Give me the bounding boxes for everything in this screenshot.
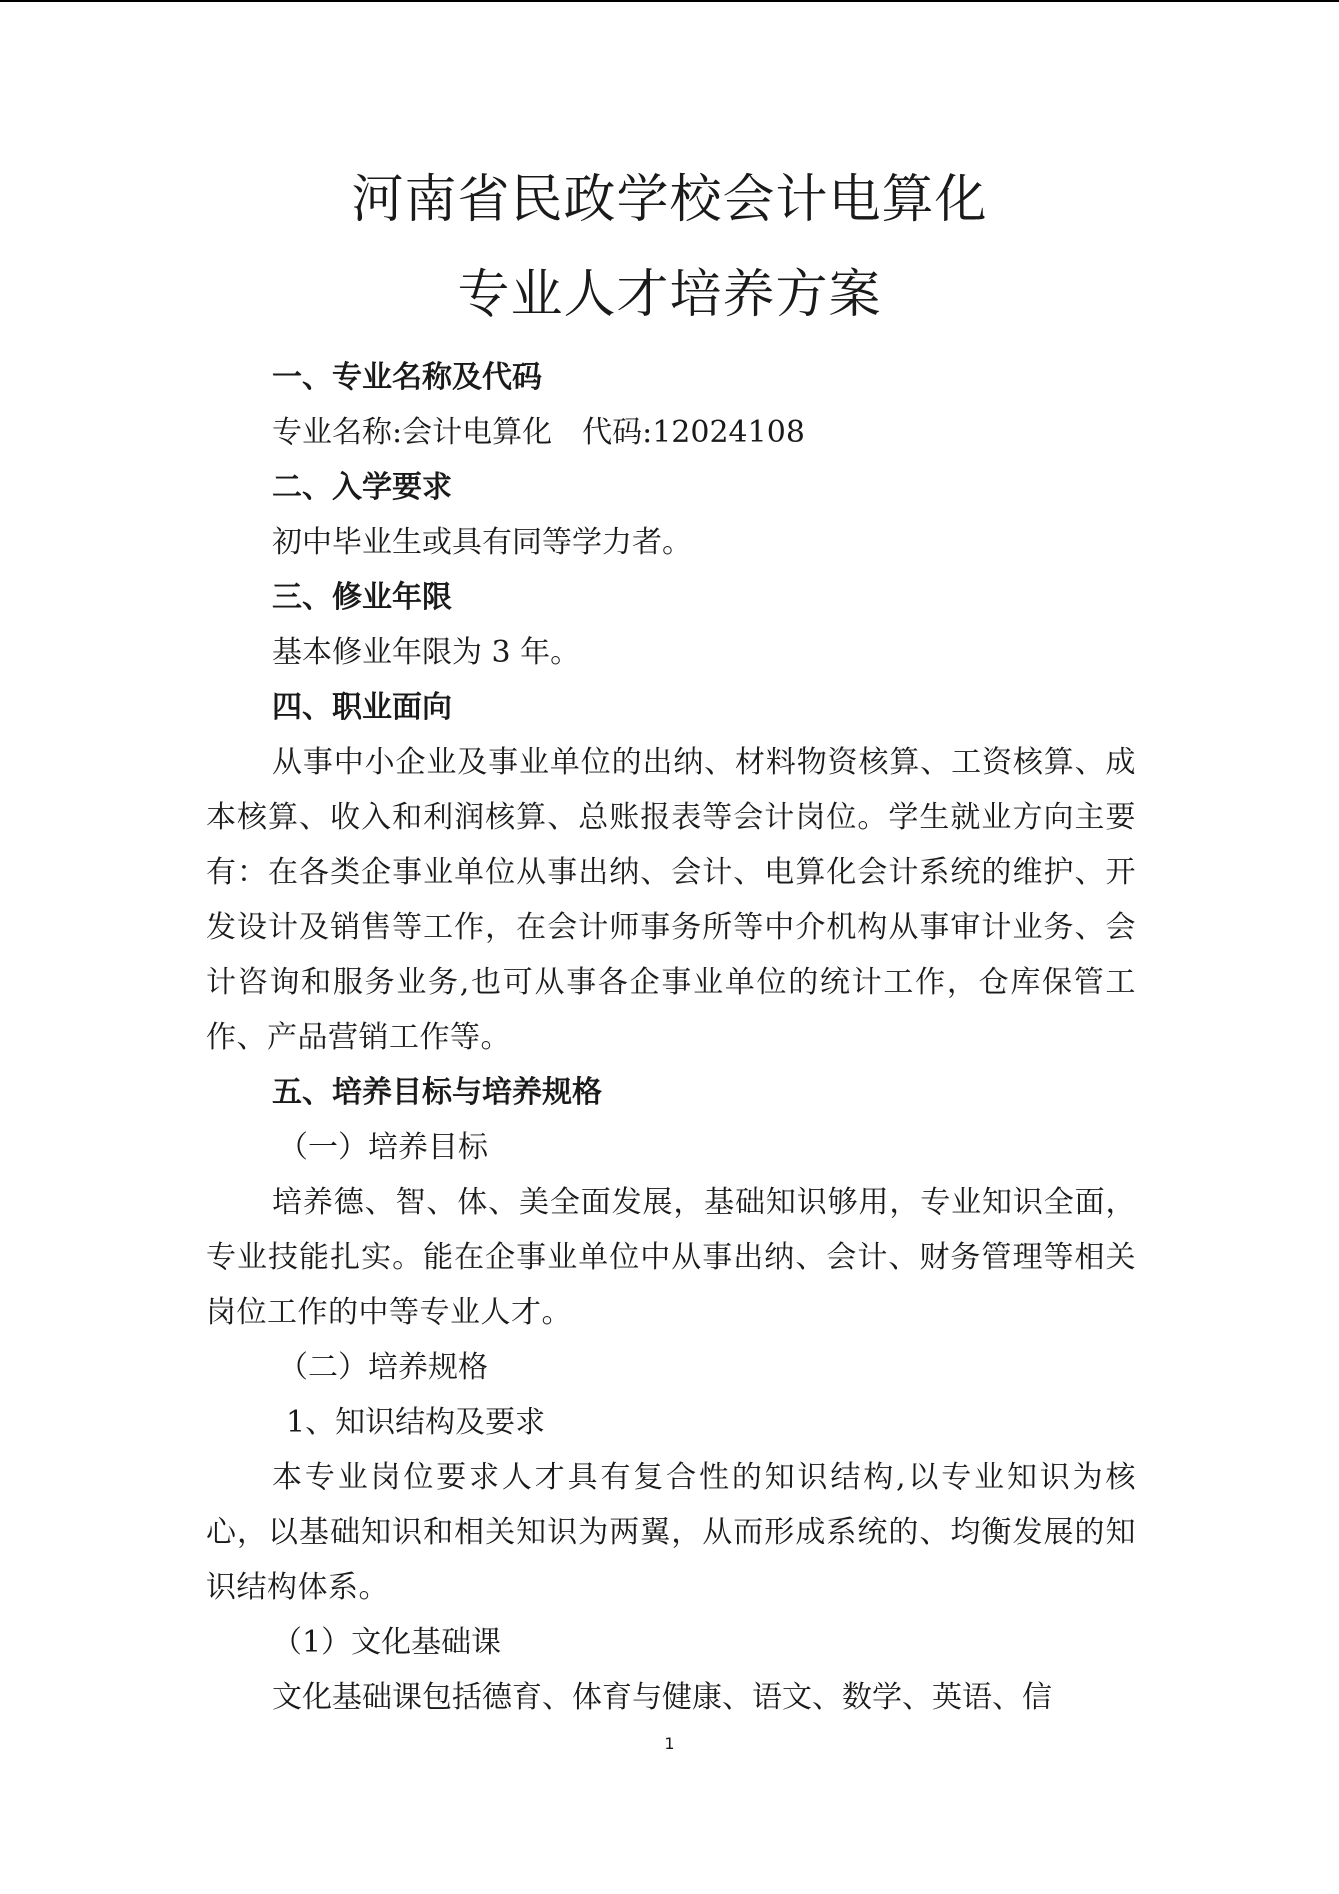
section-heading-name-code: 一、专业名称及代码 [272,360,542,395]
major-name-code-text: 专业名称:会计电算化 代码:12024108 [272,415,805,450]
document-title-line2: 专业人才培养方案 [457,265,882,325]
section-heading-goals: 五、培养目标与培养规格 [272,1075,602,1110]
duration-text: 基本修业年限为 3 年。 [272,635,581,670]
admission-text: 初中毕业生或具有同等学力者。 [272,525,692,560]
page-number: 1 [664,1734,675,1753]
subsection-heading-goal: （一）培养目标 [278,1130,488,1165]
subsection-heading-spec: （二）培养规格 [278,1350,488,1385]
culture-courses-text: 文化基础课包括德育、体育与健康、语文、数学、英语、信 [272,1680,1052,1715]
top-border-line [0,0,1339,2]
section-heading-career: 四、职业面向 [272,690,452,725]
item-heading-culture-courses: （1）文化基础课 [272,1625,502,1660]
section-heading-duration: 三、修业年限 [272,580,452,615]
document-title-line1: 河南省民政学校会计电算化 [351,170,988,230]
career-paragraph: 从事中小企业及事业单位的出纳、材料物资核算、工资核算、成本核算、收入和利润核算、总账报表等会计岗位。学生就业方向主要有：在各类企事业单位从事出纳、会计、电算化会计系统的维护、开发设计及销售等工作，在会计师事务所等中介机构从事审计业务、会计咨询和服务业务,也可从事各企事业单位的统计工作，仓库保管工作、产品营销工作等。 [206,745,1136,1055]
knowledge-paragraph: 本专业岗位要求人才具有复合性的知识结构,以专业知识为核心，以基础知识和相关知识为两翼，从而形成系统的、均衡发展的知识结构体系。 [206,1460,1136,1605]
section-heading-admission: 二、入学要求 [272,470,452,505]
goal-paragraph: 培养德、智、体、美全面发展，基础知识够用，专业知识全面，专业技能扎实。能在企事业单位中从事出纳、会计、财务管理等相关岗位工作的中等专业人才。 [206,1185,1136,1330]
item-heading-knowledge: 1、知识结构及要求 [286,1405,546,1440]
document-body [206,350,1136,1725]
